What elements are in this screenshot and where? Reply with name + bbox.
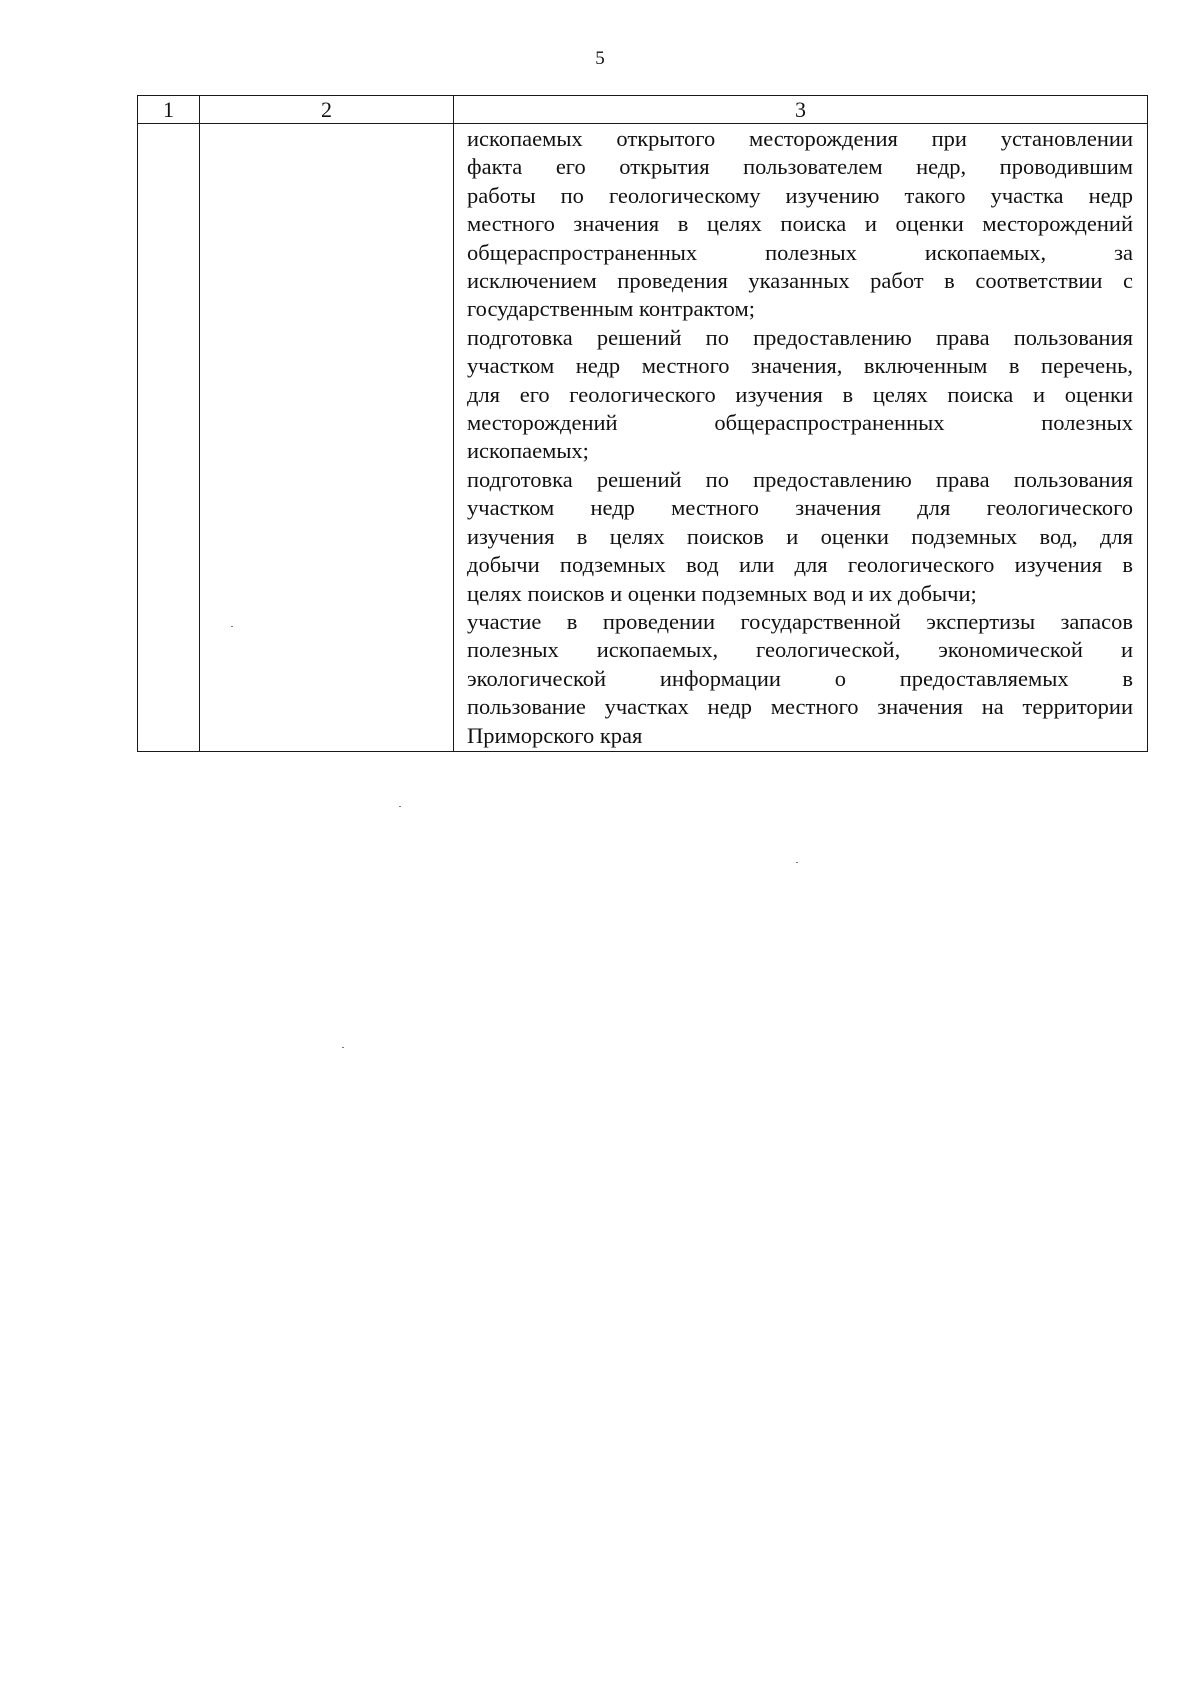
text-line: месторождений общераспространенных полезных	[467, 410, 1133, 436]
table-row	[138, 124, 1148, 752]
document-table	[137, 95, 1148, 752]
paragraph	[467, 324, 1133, 466]
text-line: пользование участках недр местного значения на территории	[467, 694, 1133, 720]
text-line: для его геологического изучения в целях поиска и оценки	[467, 381, 1133, 407]
text-line: участком недр местного значения, включенным в перечень,	[467, 353, 1133, 379]
text-line: изучения в целях поисков и оценки подземных вод, для	[467, 523, 1133, 549]
text-line: участие в проведении государственной экспертизы запасов	[467, 608, 1133, 634]
text-line: экологической информации о предоставляемых в	[467, 665, 1133, 691]
scan-speck	[342, 1047, 344, 1048]
scan-speck	[231, 626, 233, 627]
cell-column-1	[138, 124, 200, 752]
text-line: целях поисков и оценки подземных вод и их добычи;	[467, 580, 977, 606]
scan-speck	[399, 806, 401, 807]
table-header-row	[138, 96, 1148, 124]
column-header-2: 2	[200, 96, 454, 124]
paragraph	[467, 608, 1133, 750]
text-line: государственным контрактом;	[467, 296, 755, 322]
text-line: подготовка решений по предоставлению права пользования	[467, 324, 1133, 350]
paragraph	[467, 466, 1133, 608]
text-line: работы по геологическому изучению такого участка недр	[467, 182, 1133, 208]
text-line: факта его открытия пользователем недр, проводившим	[467, 154, 1133, 180]
column-header-1: 1	[138, 96, 200, 124]
page-number: 5	[595, 48, 605, 69]
text-line: добычи подземных вод или для геологического изучения в	[467, 552, 1133, 578]
text-line: ископаемых;	[467, 438, 589, 464]
paragraph	[467, 125, 1133, 324]
column-header-3: 3	[454, 96, 1148, 124]
powers-text	[467, 125, 1133, 750]
text-line: участком недр местного значения для геологического	[467, 495, 1133, 521]
text-line: Приморского края	[467, 722, 643, 748]
text-line: исключением проведения указанных работ в соответствии с	[467, 268, 1133, 294]
scan-speck	[796, 862, 798, 863]
cell-column-3	[454, 124, 1148, 752]
text-line: ископаемых открытого месторождения при установлении	[467, 126, 1133, 151]
text-line: общераспространенных полезных ископаемых, за	[467, 239, 1133, 265]
text-line: местного значения в целях поиска и оценки месторождений	[467, 211, 1133, 237]
cell-column-2	[200, 124, 454, 752]
text-line: подготовка решений по предоставлению права пользования	[467, 466, 1133, 492]
text-line: полезных ископаемых, геологической, экономической и	[467, 637, 1133, 663]
